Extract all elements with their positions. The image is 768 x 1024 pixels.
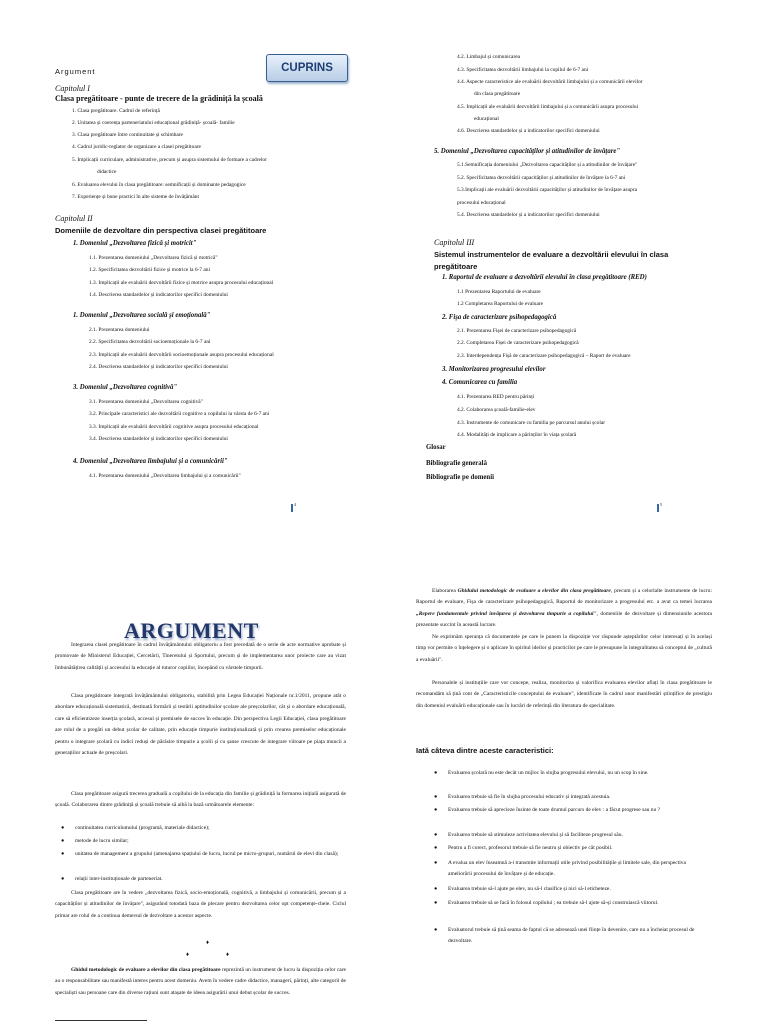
domain-bibliography-entry: Bibliografie pe domenii xyxy=(426,474,494,481)
chapter1-title: Clasa pregătitoare - punte de trecere de la grădiniță la școală xyxy=(55,94,263,103)
bullet-icon: ● xyxy=(434,886,438,892)
toc-item: 3.2. Principale caracteristici ale dezvoltării cognitive a copilului la vârsta de 6-7 ani xyxy=(89,411,270,417)
list-item: ● Pentru a fi corect, profesorul trebuie să fie neutru și obiectiv pe cât posibil. xyxy=(448,843,710,854)
bullet-icon: ● xyxy=(434,845,438,851)
bullet-icon: ● xyxy=(434,807,438,813)
bullet-icon: ● xyxy=(434,770,438,776)
domain-title: 4. Domeniul „Dezvoltarea limbajului și a comunicării" xyxy=(73,458,228,465)
paragraph: Ne exprimăm speranța că documentele pe care le punem la dispoziție vor răspunde așteptărilor celor interesați și în același timp vor permite o înțelegere și o aplicare în spiritul ideilor și practicilor pe care le presupune în integralitatea să conceptul de „cultură a evaluării". xyxy=(416,634,712,663)
toc-item: 1. Clasa pregătitoare. Cadrul de referință xyxy=(72,108,160,114)
toc-item: din clasa pregătitoare xyxy=(474,91,521,97)
list-item: ● Evaluatorul trebuie să țină seama de faptul că se adresează unei ființe în devenire, care nu a încheiat procesul de dezvoltare. xyxy=(434,927,695,944)
bullet-icon: ● xyxy=(434,900,438,906)
toc-item: 2.2. Completarea Fișei de caracterizare psihopedagogică xyxy=(457,340,579,346)
list-item: ● metode de lucru similar; xyxy=(75,836,345,847)
argument-page xyxy=(0,512,384,1024)
argument-heading: ARGUMENT xyxy=(124,618,259,643)
toc-item: 4.4. Modalități de implicare a părinților în viața școlară xyxy=(457,432,577,438)
footnote-divider xyxy=(55,1020,147,1021)
toc-item: 2.1. Prezentarea Fișei de caracterizare psihopedagogică xyxy=(457,328,577,334)
list-item: ● Evaluarea trebuie să fie în slujba procesului educativ și integrată acestuia. xyxy=(448,792,710,803)
diamond-icon: ♦ xyxy=(186,952,190,958)
bullet-icon: ● xyxy=(434,860,438,866)
toc-item: 2.3. Interdependența Fișă de caracterizare psihopedagogică – Raport de evaluare xyxy=(457,353,631,359)
toc-item: 5.2. Specificitatea dezvoltării capacităților și atitudinilor de învățare la 6-7 ani xyxy=(457,175,626,181)
page-marker xyxy=(291,504,293,512)
bullet-icon: ● xyxy=(434,794,438,800)
toc-item: procesului educațional xyxy=(457,200,506,206)
toc-item: 5.3.Implicații ale evaluării dezvoltării capacităților și atitudinilor de învățare asupra xyxy=(457,187,638,193)
page-number: 5 xyxy=(660,502,662,507)
page-number: 4 xyxy=(294,502,296,507)
chapter1-label: Capitolul I xyxy=(55,84,90,93)
toc-item: 2. Unitatea și coerența parteneriatului educațional grădiniță- școală- familie xyxy=(72,120,235,126)
toc-item: 3.4. Descrierea standardelor și indicatorilor specifici domeniului xyxy=(89,436,228,442)
page-marker xyxy=(657,504,659,512)
toc-item: 5. Implicații curriculare, administrative, precum și asupra sistemului de formare a cadrelor xyxy=(72,157,267,163)
toc-item: 2.2. Specificitatea dezvoltării socioemoționale la 6-7 ani xyxy=(89,339,211,345)
toc-item: 4.6. Descrierea standardelor și a indicatorilor specifici domeniului xyxy=(457,128,600,134)
paragraph: Clasa pregătitoare asigură trecerea graduală a copilului de la educația din familie și grădiniță la formarea inițială asigurată de școală. Colaborarea dintre grădiniță și școală trebuie să aibă la bază următoarele elemente: xyxy=(55,791,346,809)
toc-item: 4.2. Colaborarea școală-familie-elev xyxy=(457,407,536,413)
list-item: ● Evaluarea trebuie să-l ajute pe elev, nu să-l clasifice și nici să-l eticheteze. xyxy=(448,884,710,895)
diamond-icon: ♦ xyxy=(206,940,210,946)
toc-item: 2.3. Implicații ale evaluării dezvoltării socioemoționale asupra procesului educațional xyxy=(89,352,274,358)
chapter3-title: Sistemul instrumentelor de evaluare a dezvoltării elevului în clasa xyxy=(434,250,669,259)
bullet-icon: ● xyxy=(61,851,65,857)
toc-item: 1.3. Implicații ale evaluării dezvoltării fizice și motrice asupra procesului educațional xyxy=(89,280,274,286)
chapter2-label: Capitolul II xyxy=(55,214,93,223)
domain-title: 1. Domeniul „Dezvoltarea fizică și motricit" xyxy=(73,240,197,247)
argument-toc-entry: Argument xyxy=(55,67,96,76)
paragraph: Integrarea clasei pregătitoare în cadrul învățământului obligatoriu a fost precedată de o serie de acte normative aprobate și promovate de Ministerul Educației, Cercetării, Tineretului și Sportului, precum și de implementarea unor proiecte care au vizat îmbunătățirea calității și accesului la educație al tuturor copiilor, începând cu vârstele timpurii. xyxy=(55,642,346,671)
toc-item: 3.3. Implicații ale evaluării dezvoltării cognitive asupra procesului educațional xyxy=(89,424,259,430)
toc-item: didactice xyxy=(97,169,117,175)
toc-item: 4.4. Aspecte caracteristice ale evaluării dezvoltării limbajului și a comunicării elevilor xyxy=(457,79,643,85)
domain-title: 5. Domeniul „Dezvoltarea capacităților și atitudinilor de învățare" xyxy=(434,148,621,155)
list-item: ● Evaluarea trebuie să aprecieze însinte de toate drumul parcurs de elev : a făcut progrese sau nu ? xyxy=(448,805,710,816)
list-item: ● Evaluarea trebuie să se facă în folosul copilului ; ea trebuie să-l ajute să-și construiască viitorul. xyxy=(448,898,710,909)
bullet-icon: ● xyxy=(434,927,438,933)
toc-item: 3. Clasa pregătitoare între continuitate și schimbare xyxy=(72,132,183,138)
general-bibliography-entry: Bibliografie generală xyxy=(426,460,487,467)
domain-title: 1. Domeniul „Dezvoltarea socială și emoțională" xyxy=(73,312,211,319)
section-title: 2. Fișa de caracterizare psihopedagogică xyxy=(442,314,557,321)
toc-item: 6. Evaluarea elevului în clasa pregătitoare: semnificații și dominante pedagogice xyxy=(72,182,246,188)
paragraph: Clasa pregătitoare are în vedere „dezvoltarea fizică, socio-emoțională, cognitivă, a limbajului și comunicării, precum și a capacităților și atitudinilor de învățare", asigurând totodată baza de plecare pentru dezvoltarea celor opt competențe-cheie. Ciclul primar are rolul de a continua demersul de dezvoltare a acestor aspecte. xyxy=(55,890,346,919)
toc-item: 5.1.Semnificația domeniului „Dezvoltarea capacităților și a atitudinilor de învățare" xyxy=(457,162,638,168)
toc-page-right xyxy=(384,0,768,512)
bullet-icon: ● xyxy=(61,876,65,882)
toc-item: 4.3. Instrumente de comunicare cu familia pe parcursul anului școlar xyxy=(457,420,606,426)
section-title: 1. Raportul de evaluare a dezvoltării elevului în clasa pregătitoare (RED) xyxy=(442,274,647,281)
toc-item: 1.2 Completarea Raportului de evaluare xyxy=(457,301,544,307)
toc-item: 5.4. Descrierea standardelor și a indicatorilor specifici domeniului xyxy=(457,212,600,218)
toc-item: 1.2. Specificitatea dezvoltării fizice și motrice la 6-7 ani xyxy=(89,267,210,273)
toc-page-left xyxy=(0,0,384,512)
list-item: ● relații inter-instituționale de parteneriat. xyxy=(75,874,345,885)
list-item: ● Evaluarea școlară nu este decât un mijloc în slujba progresului elevului, nu un scop în sine. xyxy=(448,768,710,779)
chapter3-label: Capitolul III xyxy=(434,238,475,247)
glossary-entry: Glosar xyxy=(426,444,446,451)
section-heading: Iată câteva dintre aceste caracteristici: xyxy=(416,746,554,755)
toc-item: 3.1. Prezentarea domeniului „Dezvoltarea cognitivă" xyxy=(89,399,203,405)
toc-item: 1.1 Prezentarea Raportului de evaluare xyxy=(457,289,541,295)
toc-item: 4.2. Limbajul și comunicarea xyxy=(457,54,521,60)
list-item: ● A evalua un elev înseamnă a-i transmite informații utile privind posibilitățile și limitele sale, din perspectiva ameliorării procesului de învățare și de educație. xyxy=(434,860,686,877)
toc-item: 4.1. Prezentarea RED pentru părinți xyxy=(457,394,535,400)
bullet-icon: ● xyxy=(434,832,438,838)
paragraph: Ghidul metodologic de evaluare a elevilor din clasa pregătitoare reprezintă un instrument de lucru la dispoziția celor care au o responsabilitate sau manifestă interes pentru acest domeniu. Avem în vedere cadre didactice, manageri, părinți, alte categorii de specialiști sau persoane care din diverse rațiuni sunt atașate de ideea asigurării unui debut școlar de succes. xyxy=(55,967,347,996)
toc-item: 4.5. Implicații ale evaluării dezvoltării limbajului și a comunicării asupra procesului xyxy=(457,104,639,110)
toc-item: 2.4. Descrierea standardelor și indicatorilor specifici domeniului xyxy=(89,364,228,370)
bullet-icon: ● xyxy=(61,825,65,831)
paragraph: Personalele și instituțiile care vor concepe, realiza, monitoriza și valorifica evaluarea elevilor aflați în clasa pregătitoare le recomandăm să țină cont de „Caracteristicile conceptului de evaluare", identificate în cadrul unor manifestări științifice de prestigiu din domeniul evaluării educaționale sau în lucrări de referință din literatura de specialitate. xyxy=(416,680,712,709)
list-item: ● Evaluarea trebuie să stimuleze activitatea elevului și să faciliteze progresul său. xyxy=(448,830,710,841)
toc-item: educațional xyxy=(474,116,499,122)
toc-item: 1.4. Descrierea standardelor și indicatorilor specifici domeniului xyxy=(89,292,228,298)
bullet-icon: ● xyxy=(61,838,65,844)
toc-item: 1.1. Prezentarea domeniului „Dezvoltarea fizică și motrică" xyxy=(89,255,218,261)
toc-item: 4.3. Specificitatea dezvoltării limbajului la copilul de 6-7 ani xyxy=(457,67,589,73)
list-item: ● continuitatea curriculumului (programă, materiale didactice); xyxy=(75,823,345,834)
chapter2-title: Domeniile de dezvoltare din perspectiva clasei pregătitoare xyxy=(55,226,267,235)
domain-title: 3. Domeniul „Dezvoltarea cognitivă" xyxy=(73,384,178,391)
section-title: 4. Comunicarea cu familia xyxy=(442,379,518,386)
diamond-icon: ♦ xyxy=(226,952,230,958)
toc-item: 7. Experiențe și bune practici în alte sisteme de învățământ xyxy=(72,194,199,200)
toc-item: 2.1. Prezentarea domeniului xyxy=(89,327,150,333)
cuprins-badge: CUPRINS xyxy=(266,54,348,82)
chapter3-title-line2: pregătitoare xyxy=(434,262,478,271)
list-item: ● unitatea de management a grupului (amenajarea spațiului de lucru, lucrul pe micro-grupuri, numărul de elevi din clasă); xyxy=(75,849,345,860)
paragraph: Elaborarea Ghidului metodologic de evaluare a elevilor din clasa pregătitoare, precum și a celorlalte instrumente de lucru: Raportul de evaluare, Fișa de caracterizare psihopedagogică, Raportul de monitorizare a progresului etc. a avut ca temei lucrarea „Repere fundamentale privind învățarea și dezvoltarea timpurie a copilului", domeniile de dezvoltare și dimensiunile acestora prezentate succint în această lucrare. xyxy=(416,588,712,629)
paragraph: Clasa pregătitoare integrată învățământului obligatoriu, stabilită prin Legea Educației Naționale nr.1/2011, propune atât o abordare educațională sistematică, destinată formării și testării aptitudinilor școlare ale preșcolarilor, cât și o abordare educațională, care să eficientizeze inserția școlară, accesul și premisele de succes în educație. Din perspectiva Legii Educației, clasa pregătitoare are rolul de a pregăti un debut școlar de calitate, prin educație timpurie instituționalizată și prin crearea premiselor educaționale pentru o integrare școlară cu indici reduși de părăsire timpurie a școlii și cu șanse crescute de integrare viitoare pe piața muncii a generațiilor actuale de preșcolari. xyxy=(55,693,346,757)
toc-item: 4.1. Prezentarea domeniului „Dezvoltarea limbajului și a comunicării" xyxy=(89,473,241,479)
toc-item: 4. Cadrul juridic-reglator de organizare a clasei pregătitoare xyxy=(72,144,201,150)
section-title: 3. Monitorizarea progresului elevilor xyxy=(442,366,546,373)
